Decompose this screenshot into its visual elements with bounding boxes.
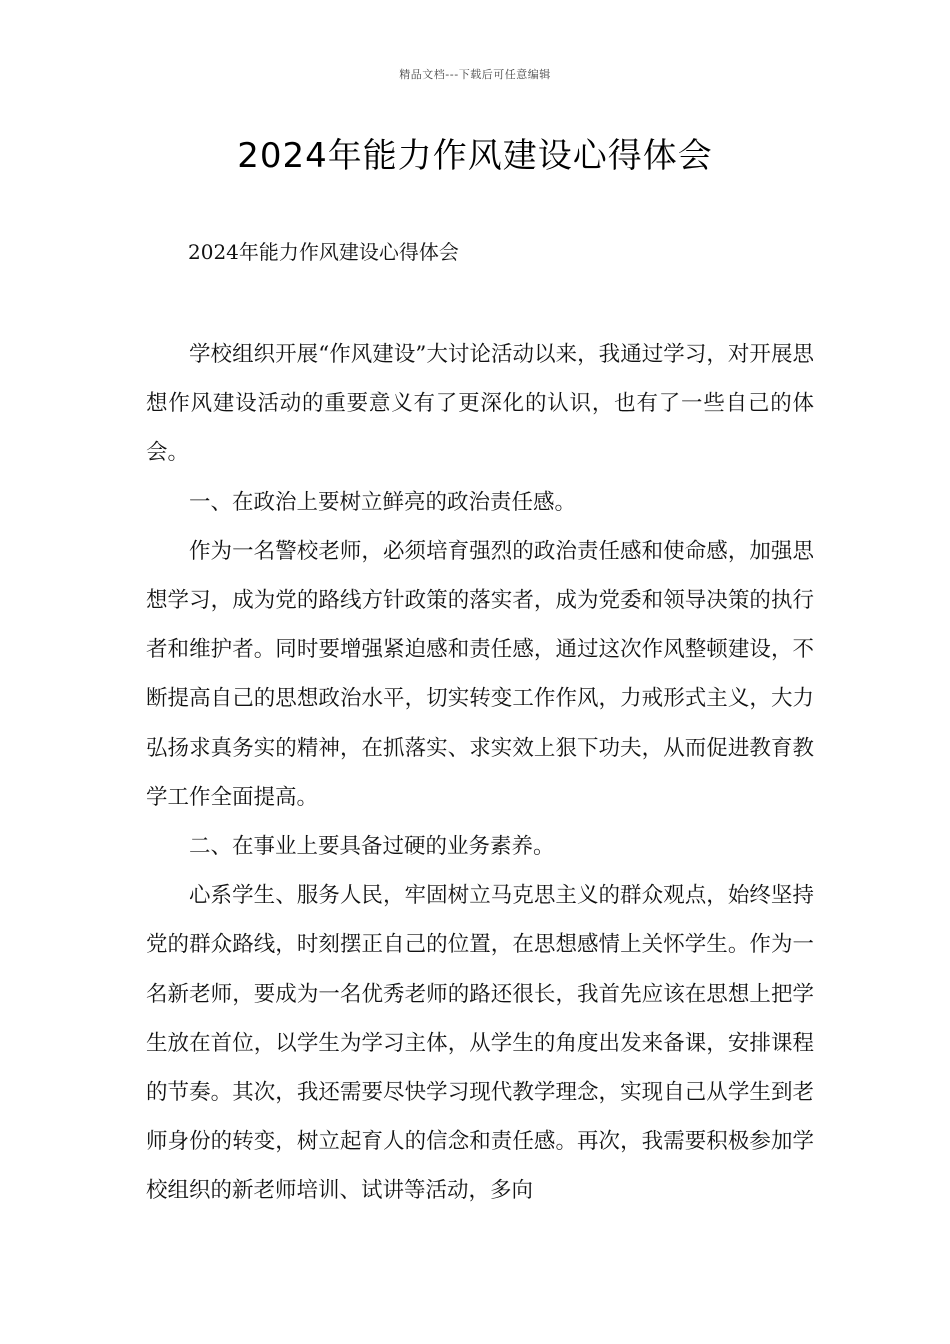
paragraph-political: 作为一名警校老师，必须培育强烈的政治责任感和使命感，加强思想学习，成为党的路线方针政策的落实者，成为党委和领导决策的执行者和维护者。同时要增强紧迫感和责任感，通过这次作风整顿建设，不断提高自己的思想政治水平，切实转变工作作风，力戒形式主义，大力弘扬求真务实的精神，在抓落实、求实效上狠下功夫，从而促进教育教学工作全面提高。 (146, 538, 814, 810)
document-title: 2024年能力作风建设心得体会 (237, 136, 713, 176)
section-heading-professional: 二、在事业上要具备过硬的业务素养。 (189, 834, 555, 860)
document-body (146, 330, 814, 1216)
paragraph-professional: 心系学生、服务人民，牢固树立马克思主义的群众观点，始终坚持党的群众路线，时刻摆正自己的位置，在思想感情上关怀学生。作为一名新老师，要成为一名优秀老师的路还很长，我首先应该在思想上把学生放在首位，以学生为学习主体，从学生的角度出发来备课，安排课程的节奏。其次，我还需要尽快学习现代教学理念，实现自己从学生到老师身份的转变，树立起育人的信念和责任感。再次，我需要积极参加学校组织的新老师培训、试讲等活动，多向 (146, 883, 814, 1204)
paragraph-intro: 学校组织开展“作风建设”大讨论活动以来，我通过学习，对开展思想作风建设活动的重要意义有了更深化的认识，也有了一些自己的体会。 (146, 342, 814, 466)
header-note: 精品文档---下载后可任意编辑 (399, 68, 551, 81)
section-heading-political: 一、在政治上要树立鲜亮的政治责任感。 (189, 489, 577, 515)
document-subtitle: 2024年能力作风建设心得体会 (188, 240, 459, 264)
